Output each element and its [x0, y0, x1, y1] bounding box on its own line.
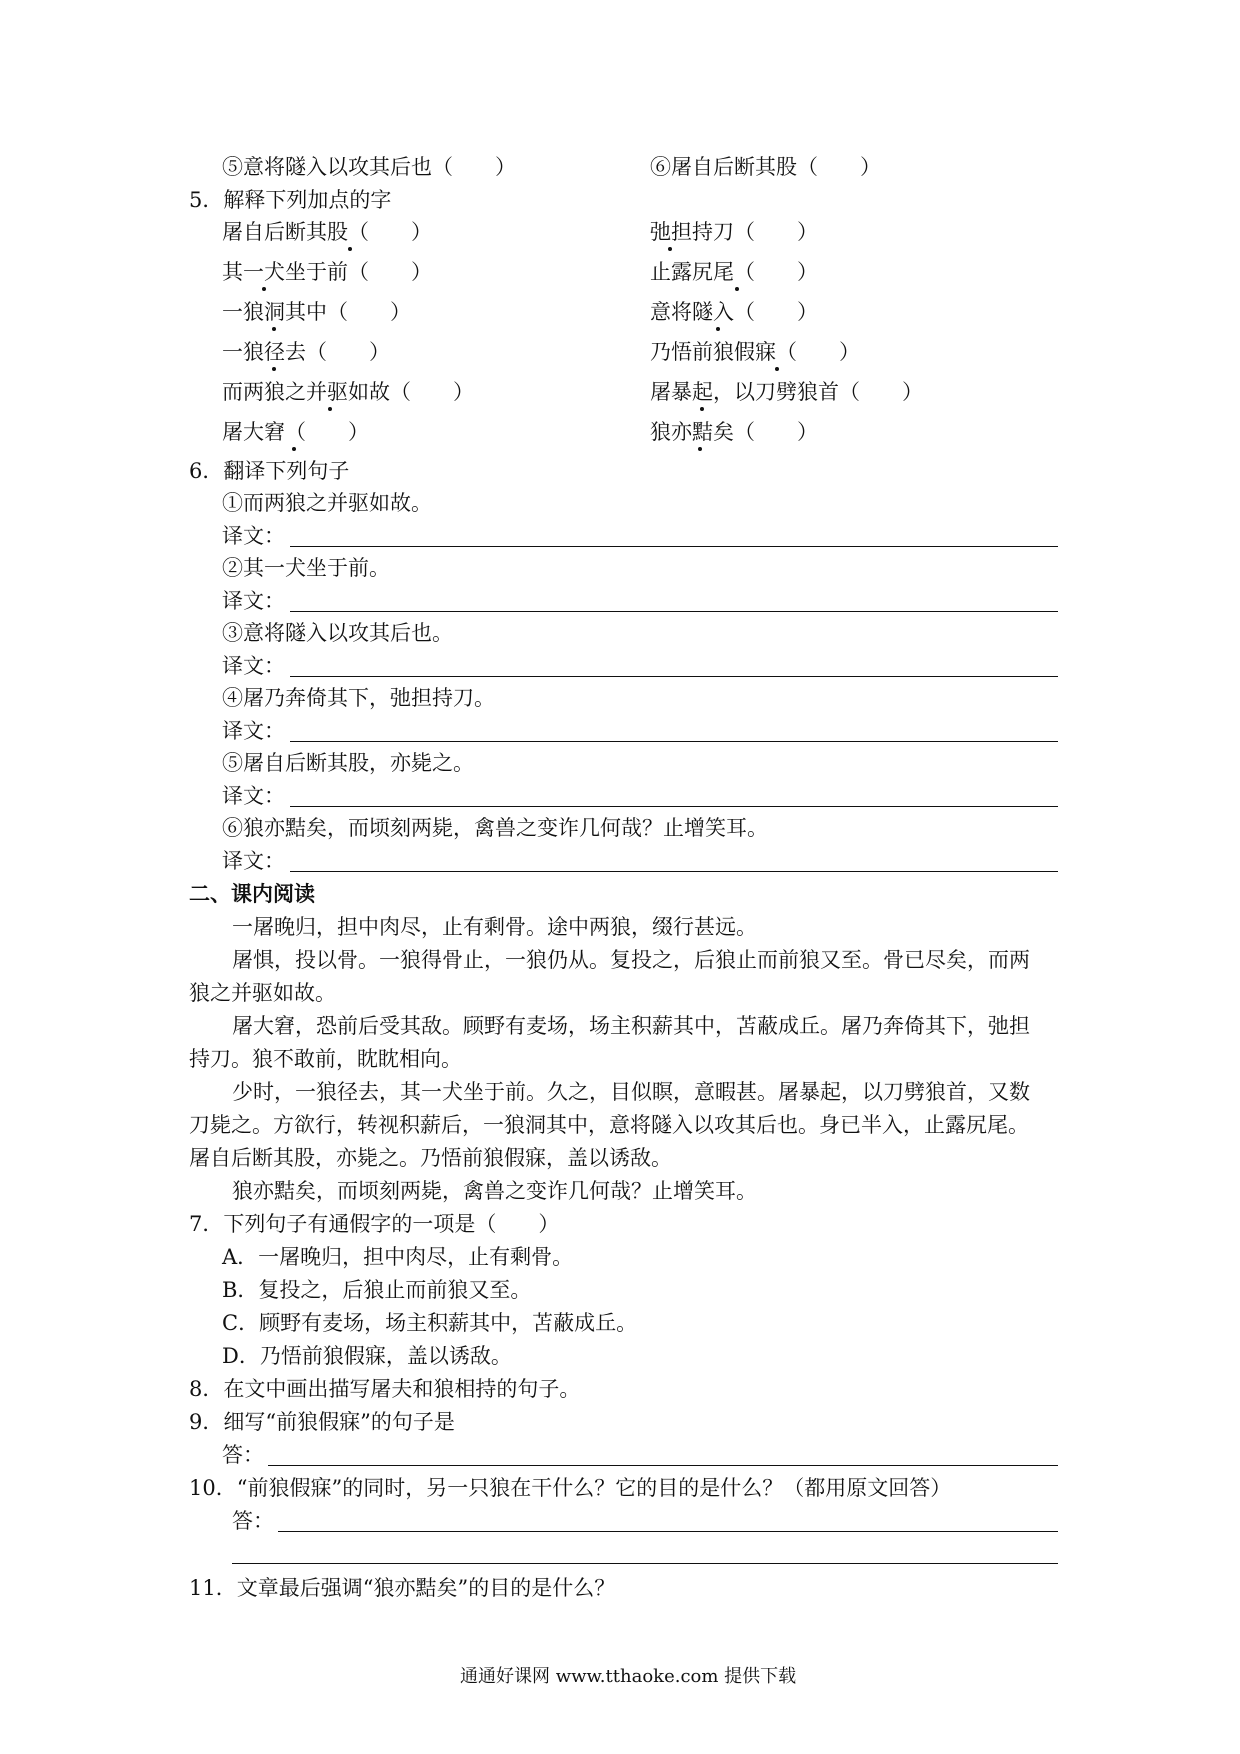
- q10-title: 10．“前狼假寐”的同时，另一只狼在干什么？它的目的是什么？（都用原文回答）: [189, 1476, 952, 1500]
- q5-right-item: 意将隧入（ ）: [650, 300, 818, 324]
- emphasis-dot: [700, 407, 704, 411]
- passage-line: 屠大窘，恐前后受其敌。顾野有麦场，场主积薪其中，苫蔽成丘。屠乃奔倚其下，弛担: [232, 1014, 1030, 1038]
- q6-answer-label: 译文：: [222, 849, 285, 873]
- q9-answer-label: 答：: [222, 1443, 264, 1467]
- q9-answer-line[interactable]: [268, 1465, 1058, 1466]
- q8-title: 8．在文中画出描写屠夫和狼相持的句子。: [189, 1377, 581, 1401]
- q6-sentence: ⑥狼亦黠矣，而顷刻两毙，禽兽之变诈几何哉？止增笑耳。: [222, 816, 768, 840]
- emphasis-dot: [262, 287, 266, 291]
- q5-left-item: 而两狼之并驱如故（ ）: [222, 380, 474, 404]
- q7-option[interactable]: D．乃悟前狼假寐，盖以诱敌。: [222, 1344, 512, 1368]
- q4-item-6: ⑥屠自后断其股（ ）: [650, 155, 881, 179]
- q6-sentence: ①而两狼之并驱如故。: [222, 491, 432, 515]
- q6-title: 6．翻译下列句子: [189, 459, 350, 483]
- q5-right-item: 乃悟前狼假寐（ ）: [650, 340, 860, 364]
- q7-option[interactable]: C．顾野有麦场，场主积薪其中，苫蔽成丘。: [222, 1311, 638, 1335]
- q6-answer-label: 译文：: [222, 719, 285, 743]
- q10-answer-line-2[interactable]: [232, 1563, 1058, 1564]
- emphasis-dot: [272, 327, 276, 331]
- q6-answer-line[interactable]: [290, 676, 1058, 677]
- emphasis-dot: [292, 447, 296, 451]
- q5-right-item: 狼亦黠矣（ ）: [650, 420, 818, 444]
- q6-answer-line[interactable]: [290, 806, 1058, 807]
- q5-title: 5．解释下列加点的字: [189, 188, 392, 212]
- q7-title: 7．下列句子有通假字的一项是（ ）: [189, 1212, 560, 1236]
- passage-line: 屠惧，投以骨。一狼得骨止，一狼仍从。复投之，后狼止而前狼又至。骨已尽矣，而两: [232, 948, 1030, 972]
- passage-line: 刀毙之。方欲行，转视积薪后，一狼洞其中，意将隧入以攻其后也。身已半入，止露尻尾。: [189, 1113, 1029, 1137]
- q6-answer-label: 译文：: [222, 524, 285, 548]
- q7-option[interactable]: B．复投之，后狼止而前狼又至。: [222, 1278, 532, 1302]
- q10-answer-line[interactable]: [278, 1531, 1058, 1532]
- passage-line: 一屠晚归，担中肉尽，止有剩骨。途中两狼，缀行甚远。: [232, 915, 757, 939]
- passage-line: 持刀。狼不敢前，眈眈相向。: [189, 1047, 462, 1071]
- q9-title: 9．细写“前狼假寐”的句子是: [189, 1410, 455, 1434]
- q5-right-item: 止露尻尾（ ）: [650, 260, 818, 284]
- q6-sentence: ④屠乃奔倚其下，弛担持刀。: [222, 686, 495, 710]
- q5-left-item: 其一犬坐于前（ ）: [222, 260, 432, 284]
- q6-sentence: ③意将隧入以攻其后也。: [222, 621, 453, 645]
- q4-item-5: ⑤意将隧入以攻其后也（ ）: [222, 155, 516, 179]
- emphasis-dot: [348, 247, 352, 251]
- q6-answer-label: 译文：: [222, 654, 285, 678]
- q5-left-item: 一狼径去（ ）: [222, 340, 390, 364]
- q10-answer-label: 答：: [232, 1509, 274, 1533]
- q5-right-item: 弛担持刀（ ）: [650, 220, 818, 244]
- q5-left-item: 屠大窘（ ）: [222, 420, 369, 444]
- q6-answer-line[interactable]: [290, 741, 1058, 742]
- q5-left-item: 一狼洞其中（ ）: [222, 300, 411, 324]
- q6-sentence: ⑤屠自后断其股，亦毙之。: [222, 751, 474, 775]
- emphasis-dot: [775, 367, 779, 371]
- q6-answer-line[interactable]: [290, 546, 1058, 547]
- q6-answer-line[interactable]: [290, 611, 1058, 612]
- q6-sentence: ②其一犬坐于前。: [222, 556, 390, 580]
- passage-line: 少时，一狼径去，其一犬坐于前。久之，目似瞑，意暇甚。屠暴起，以刀劈狼首，又数: [232, 1080, 1030, 1104]
- q6-answer-label: 译文：: [222, 784, 285, 808]
- q5-left-item: 屠自后断其股（ ）: [222, 220, 432, 244]
- passage-line: 屠自后断其股，亦毙之。乃悟前狼假寐，盖以诱敌。: [189, 1146, 672, 1170]
- emphasis-dot: [735, 287, 739, 291]
- q6-answer-line[interactable]: [290, 871, 1058, 872]
- q5-right-item: 屠暴起，以刀劈狼首（ ）: [650, 380, 923, 404]
- emphasis-dot: [668, 247, 672, 251]
- section-heading: 二、课内阅读: [189, 881, 315, 906]
- page-footer: 通通好课网 www.tthaoke.com 提供下载: [460, 1666, 797, 1687]
- emphasis-dot: [698, 447, 702, 451]
- q6-answer-label: 译文：: [222, 589, 285, 613]
- emphasis-dot: [716, 327, 720, 331]
- q7-option[interactable]: A．一屠晚归，担中肉尽，止有剩骨。: [222, 1245, 574, 1269]
- passage-line: 狼之并驱如故。: [189, 981, 336, 1005]
- passage-line: 狼亦黠矣，而顷刻两毙，禽兽之变诈几何哉？止增笑耳。: [232, 1179, 757, 1203]
- emphasis-dot: [272, 367, 276, 371]
- emphasis-dot: [328, 407, 332, 411]
- q11-title: 11．文章最后强调“狼亦黠矣”的目的是什么？: [189, 1576, 616, 1600]
